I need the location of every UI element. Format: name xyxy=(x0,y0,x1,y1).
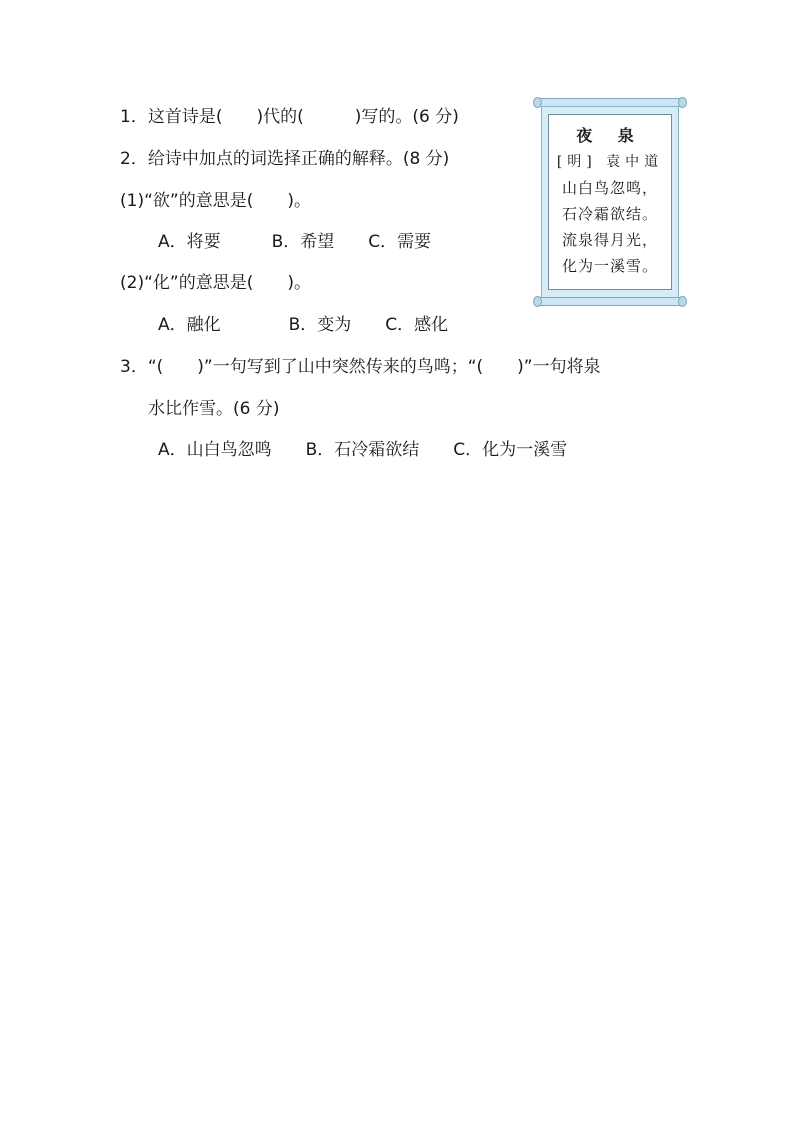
poem-card xyxy=(548,114,672,290)
question-2-1-options: A．将要 B．希望 C．需要 xyxy=(158,232,432,252)
question-2-2: (2)“化”的意思是( )。 xyxy=(120,273,311,293)
question-3-line-2: 水比作雪。(6 分) xyxy=(148,399,280,419)
poem-scroll xyxy=(535,98,685,306)
question-1: 1．这首诗是( )代的( )写的。(6 分) xyxy=(120,107,459,127)
poem-line-1: 山白鸟忽鸣， xyxy=(561,179,658,197)
question-3-options: A．山白鸟忽鸣 B．石冷霜欲结 C．化为一溪雪 xyxy=(158,440,568,460)
poem-author: [明] 袁中道 xyxy=(556,154,664,170)
scroll-knob-icon xyxy=(678,296,687,307)
question-3-line-1: 3．“( )”一句写到了山中突然传来的鸟鸣；“( )”一句将泉 xyxy=(120,357,601,377)
poem-line-4: 化为一溪雪。 xyxy=(561,257,658,275)
scroll-paper xyxy=(541,106,679,298)
poem-line-3: 流泉得月光， xyxy=(561,231,658,249)
question-2-1: (1)“欲”的意思是( )。 xyxy=(120,191,311,211)
question-2: 2．给诗中加点的词选择正确的解释。(8 分) xyxy=(120,149,450,169)
poem-line-2: 石冷霜欲结。 xyxy=(561,205,658,223)
poem-title: 夜 泉 xyxy=(576,126,644,145)
scroll-knob-icon xyxy=(533,296,542,307)
scroll-bottom-rod xyxy=(535,297,685,306)
question-2-2-options: A．融化 B．变为 C．感化 xyxy=(158,315,449,335)
scroll-knob-icon xyxy=(678,97,687,108)
